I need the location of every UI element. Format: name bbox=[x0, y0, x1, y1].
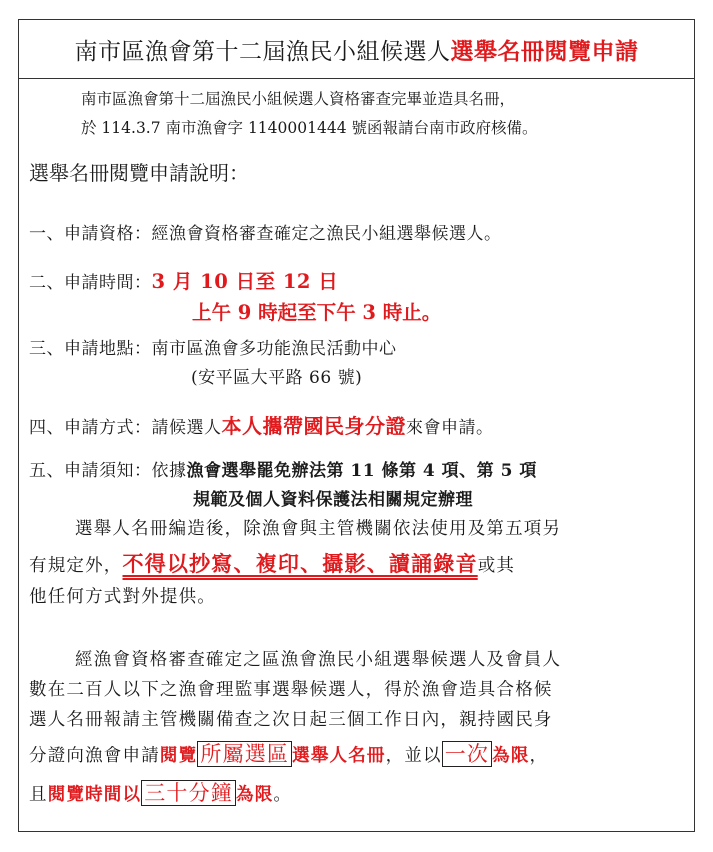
para2-l5-b: 閱覽時間以 bbox=[47, 785, 142, 805]
item-notice-law: 漁會選舉罷免辦法第 11 條第 4 項、第 5 項 bbox=[186, 461, 537, 481]
para1-line-2 bbox=[29, 548, 515, 578]
para2-line-3: 選人名冊報請主管機關備查之次日起三個工作日內，親持國民身 bbox=[29, 710, 553, 730]
intro-line-1: 南市區漁會第十二屆漁民小組候選人資格審查完畢並造具名冊， bbox=[81, 90, 516, 108]
para1-line-3: 他任何方式對外提供。 bbox=[29, 587, 216, 607]
item-location bbox=[29, 334, 397, 359]
item-label: 五、申請須知： bbox=[29, 461, 152, 481]
item-label: 三、申請地點： bbox=[29, 339, 152, 359]
para2-l4-d: 選舉人名冊 bbox=[292, 746, 386, 766]
title-highlight: 選舉名冊閱覽申請 bbox=[450, 37, 639, 65]
para2-l4-a: 分證向漁會申請 bbox=[29, 746, 160, 766]
para1-prohibition: 不得以抄寫、複印、攝影、讀誦錄音 bbox=[122, 551, 478, 576]
intro-line-2: 於 114.3.7 南市漁會字 1140001444 號函報請台南市政府核備。 bbox=[81, 119, 538, 137]
para2-l4-h: ， bbox=[529, 746, 549, 766]
item-text: 經漁會資格審查確定之漁民小組選舉候選人。 bbox=[151, 224, 502, 244]
page-title bbox=[19, 20, 694, 79]
para2-l5-e: 。 bbox=[273, 785, 293, 805]
para2-district-box: 所屬選區 bbox=[197, 741, 292, 767]
item-method-post: 來會申請。 bbox=[406, 418, 494, 438]
title-main: 南市區漁會第十二屆漁民小組候選人 bbox=[74, 38, 451, 65]
para2-l5-d: 為限 bbox=[236, 785, 274, 805]
item-qualification bbox=[29, 219, 502, 244]
para2-duration-box: 三十分鐘 bbox=[141, 780, 236, 806]
item-notice bbox=[29, 456, 537, 481]
para2-line-4 bbox=[29, 738, 548, 768]
item-notice-pre: 依據 bbox=[151, 461, 187, 481]
section-heading: 選舉名冊閱覽申請說明： bbox=[29, 161, 249, 185]
para2-line-1: 經漁會資格審查確定之區漁會漁民小組選舉候選人及會員人 bbox=[75, 650, 562, 670]
item-time-hours: 上午 9 時起至下午 3 時止。 bbox=[192, 301, 442, 324]
notice-frame bbox=[18, 19, 695, 832]
item-time-dates: 3 月 10 日至 12 日 bbox=[151, 270, 339, 293]
item-method-highlight: 本人攜帶國民身分證 bbox=[221, 414, 406, 438]
item-notice-law-2: 規範及個人資料保護法相關規定辦理 bbox=[193, 490, 473, 510]
item-location-address: (安平區大平路 66 號) bbox=[191, 368, 363, 388]
para2-line-2: 數在二百人以下之漁會理監事選舉候選人，得於漁會造具合格候 bbox=[29, 680, 553, 700]
item-method bbox=[29, 410, 494, 439]
para1-post: 或其 bbox=[477, 556, 516, 576]
item-label: 一、申請資格： bbox=[29, 224, 152, 244]
para2-l4-g: 為限 bbox=[492, 746, 530, 766]
item-label: 四、申請方式： bbox=[29, 418, 152, 438]
para1-line-1: 選舉人名冊編造後，除漁會與主管機關依法使用及第五項另 bbox=[75, 519, 562, 539]
para2-once-box: 一次 bbox=[442, 741, 492, 767]
item-label: 二、申請時間： bbox=[29, 273, 152, 293]
item-method-pre: 請候選人 bbox=[151, 418, 222, 438]
item-location-name: 南市區漁會多功能漁民活動中心 bbox=[151, 339, 397, 359]
para2-line-5 bbox=[29, 777, 292, 807]
para2-l5-a: 且 bbox=[29, 785, 48, 805]
para2-l4-e: ，並以 bbox=[385, 746, 442, 766]
para1-pre: 有規定外， bbox=[29, 556, 123, 576]
para2-l4-b: 閱覽 bbox=[159, 746, 198, 766]
item-time bbox=[29, 266, 338, 294]
